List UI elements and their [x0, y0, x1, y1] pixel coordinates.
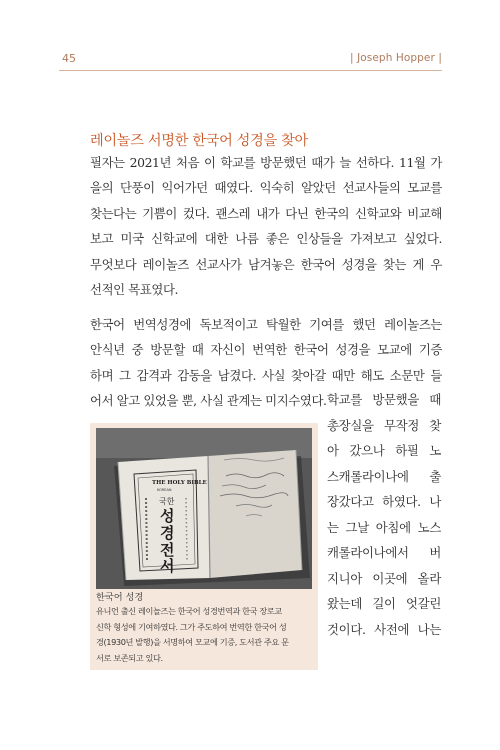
text-line: 하며 그 감격과 감동을 남겼다. 사실 찾아갈 때만 해도 소문만 들	[90, 367, 442, 383]
text-line: 을의 단풍이 익어가던 때였다. 익숙히 알았던 선교사들의 모교를	[90, 180, 442, 196]
text-line: 찾는다는 기쁨이 컸다. 괜스레 내가 다닌 한국의 신학교와 비교해	[90, 205, 442, 221]
text-line: 학교를 방문했을 때	[327, 392, 441, 407]
paragraph-1	[90, 150, 442, 302]
open-book-illustration	[96, 428, 312, 589]
text-line: 한국어 번역성경에 독보적이고 탁월한 기여를 했던 레이놀즈는	[90, 317, 442, 332]
cover-title-char: 전	[160, 541, 175, 559]
caption-line: 신학 형성에 기여하였다. 그가 주도하여 번역한 한국어 성	[96, 621, 287, 632]
text-line: 캐롤라이나에서 버	[327, 545, 441, 560]
text-line: 아 갔으나 하필 노	[327, 443, 441, 458]
text-line: 선적인 목표였다.	[90, 282, 179, 298]
caption-line: 서로 보존되고 있다.	[96, 652, 163, 663]
header-rule	[59, 70, 442, 71]
running-header: | Joseph Hopper |	[350, 52, 442, 64]
side-column-text	[327, 387, 441, 642]
text-line: 장갔다고 하였다. 나	[327, 494, 441, 509]
caption-title: 한국어 성경	[96, 592, 144, 603]
text-line: 것이다. 사전에 나는	[327, 621, 441, 637]
text-line: 스캐롤라이나에 출	[327, 468, 441, 484]
text-line: 필자는 2021년 처음 이 학교를 방문했던 때가 늘 선하다. 11월 가	[90, 155, 442, 170]
text-line: 무엇보다 레이놀즈 선교사가 남겨놓은 한국어 성경을 찾는 게 우	[90, 256, 442, 272]
cover-title-small: 국한	[159, 497, 175, 506]
section-heading: 레이놀즈 서명한 한국어 성경을 찾아	[90, 133, 308, 149]
page-number: 45	[62, 52, 76, 65]
text-line: 안식년 중 방문할 때 자신이 번역한 한국어 성경을 모교에 기증	[90, 342, 442, 358]
text-line: 어서 알고 있었을 뿐, 사실 관계는 미지수였다.	[90, 393, 327, 409]
cover-title-char: 성	[160, 507, 175, 525]
cover-title-char: 경	[160, 524, 175, 542]
figure-box	[90, 423, 318, 670]
text-line: 보고 미국 신학교에 대한 나름 좋은 인상들을 가져보고 싶었다.	[90, 231, 442, 247]
text-line: 지니아 이곳에 올라	[327, 570, 441, 586]
cover-title-char: 서	[160, 557, 175, 575]
text-line: 왔는데 길이 엇갈린	[327, 596, 441, 611]
cover-top-label: THE HOLY BIBLE	[152, 480, 207, 486]
cover-sub-label: KOREAN	[157, 488, 172, 492]
caption-line: 경(1930년 발행)을 서명하여 모교에 기증, 도서관 주요 문	[96, 637, 289, 647]
caption-body	[96, 604, 312, 666]
text-line: 는 그날 아침에 노스	[327, 519, 441, 535]
text-line: 총장실을 무작정 찾	[327, 417, 441, 433]
bible-photo	[96, 428, 312, 589]
caption-line: 유니언 출신 레이놀즈는 한국어 성경번역과 한국 장로교	[96, 606, 282, 616]
